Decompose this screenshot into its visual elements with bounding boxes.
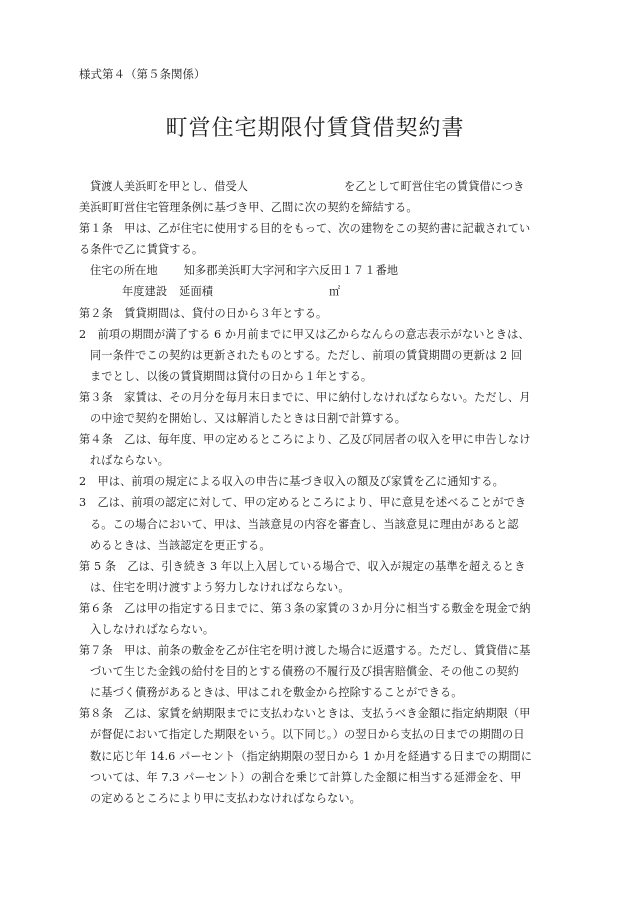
article-8-line-5: の定めるところにより甲に支払わなければならない。	[90, 791, 361, 805]
form-number: 様式第４（第５条関係）	[79, 67, 206, 81]
preamble-lessor: 貸渡人美浜町を甲とし、借受人	[90, 180, 249, 193]
built-year-label: 年度建設	[122, 285, 168, 299]
article-3-line-1: 第３条 家賃は、その月分を毎月末日までに、甲に納付しなければならない。ただし、月	[79, 390, 531, 404]
article-2-para-2-line-2: 同一条件でこの契約は更新されたものとする。ただし、前項の賃貸期間の更新は 2 回	[90, 348, 523, 362]
document-title: 町営住宅期限付賃貸借契約書	[165, 116, 465, 141]
article-6-line-2: 入しなければならない。	[90, 622, 215, 636]
area-unit: ㎡	[329, 285, 341, 299]
article-8-line-3: 数に応じ年 14.6 パーセント（指定納期限の翌日から 1 か月を経過する日までの期間に	[90, 749, 532, 763]
address-label: 住宅の所在地	[90, 264, 158, 278]
article-4-para-3-line-3: めるときは、当該認定を更正する。	[90, 538, 271, 552]
article-1-line-2: る条件で乙に賃貸する。	[79, 243, 204, 257]
article-4-para-3-line-2: る。この場合において、甲は、当該意見の内容を審査し、当該意見に理由があると認	[90, 517, 519, 531]
article-7-line-1: 第７条 甲は、前条の敷金を乙が住宅を明け渡した場合に返還する。ただし、賃貸借に基	[79, 644, 531, 658]
article-4-para-2: 2 甲は、前項の規定による収入の申告に基づき収入の額及び家賃を乙に通知する。	[79, 475, 504, 489]
address-value: 知多郡美浜町大字河和字六反田１７１番地	[183, 264, 399, 278]
article-7-line-2: づいて生じた金銭の給付を目的とする債務の不履行及び損害賠償金、その他この契約	[90, 665, 519, 679]
article-6-line-1: 第６条 乙は甲の指定する日までに、第３条の家賃の３か月分に相当する敷金を現金で納	[79, 601, 531, 615]
article-5-line-2: は、住宅を明け渡すよう努力しなければならない。	[90, 580, 350, 594]
preamble-line-2: 美浜町町営住宅管理条例に基づき甲、乙間に次の契約を締結する。	[79, 201, 418, 215]
article-3-line-2: の中途で契約を開始し、又は解消したときは日割で計算する。	[90, 412, 407, 426]
preamble-lessee: を乙として町営住宅の賃貸借につき	[344, 180, 525, 193]
article-8-line-1: 第８条 乙は、家賃を納期限までに支払わないときは、支払うべき金額に指定納期限（甲	[79, 707, 531, 721]
article-2-para-2-line-1: 2 前項の期間が満了する 6 か月前までに甲又は乙からなんらの意志表示がないときは、	[79, 327, 530, 341]
article-2-para-2-line-3: までとし、以後の賃貸期間は貸付の日から１年とする。	[90, 369, 373, 383]
article-2-line-1: 第２条 賃貸期間は、貸付の日から３年とする。	[79, 306, 328, 320]
contract-body	[79, 176, 559, 809]
article-4-line-1: 第４条 乙は、毎年度、甲の定めるところにより、乙及び同居者の収入を甲に申告しなけ	[79, 433, 531, 447]
article-8-line-4: ついては、年 7.3 パーセント）の割合を乗じて計算した金額に相当する延滞金を、甲	[90, 770, 522, 784]
article-4-para-3-line-1: 3 乙は、前項の認定に対して、甲の定めるところにより、甲に意見を述べることができ	[79, 496, 527, 510]
preamble-line-1	[79, 176, 559, 197]
article-1-line-1: 第１条 甲は、乙が住宅に使用する目的をもって、次の建物をこの契約書に記載されてい	[79, 222, 531, 236]
property-address-row	[79, 260, 559, 281]
article-8-line-2: が督促において指定した期限をいう。以下同じ。）の翌日から支払の日までの期間の日	[90, 728, 525, 742]
article-5-line-1: 第 5 条 乙は、引き続き 3 年以上入居している場合で、収入が規定の基準を超えるとき	[79, 559, 526, 573]
property-details-row	[79, 281, 559, 302]
article-7-line-3: に基づく債務があるときは、甲はこれを敷金から控除することができる。	[90, 686, 463, 700]
article-4-line-2: ればならない。	[90, 454, 170, 468]
floor-area-label: 延面積	[179, 285, 214, 299]
